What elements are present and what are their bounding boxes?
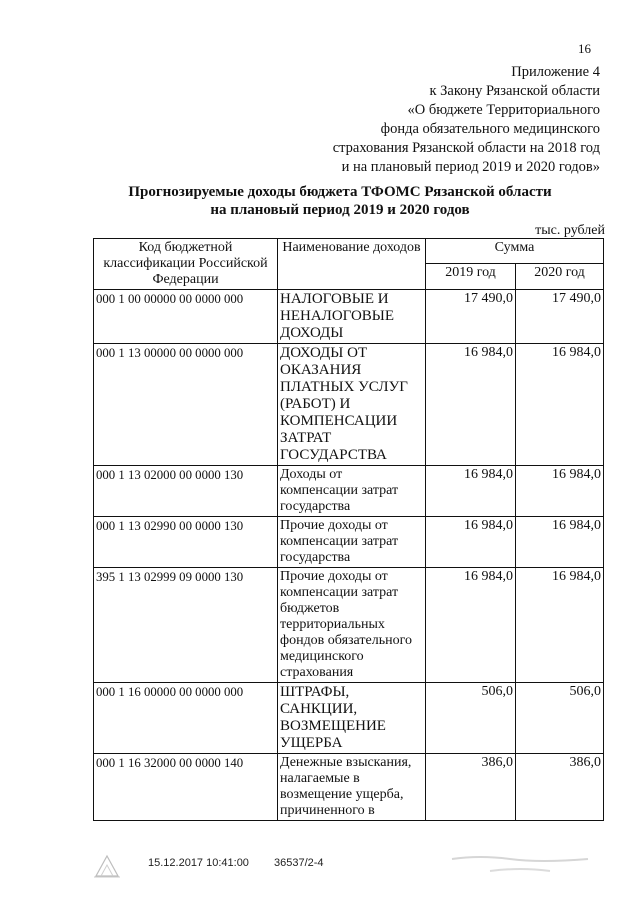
row-name: Прочие доходы от компенсации затрат бюджетов территориальных фондов обязательного медицинского страхования	[278, 568, 426, 683]
header-name: Наименование доходов	[278, 239, 426, 290]
row-name: ШТРАФЫ, САНКЦИИ, ВОЗМЕЩЕНИЕ УЩЕРБА	[278, 683, 426, 754]
header-year-2020: 2020 год	[516, 263, 604, 289]
appendix-line: фонда обязательного медицинского	[380, 121, 600, 137]
stamp-logo-icon	[90, 850, 124, 880]
appendix-line: Приложение 4	[511, 64, 600, 80]
header-sum: Сумма	[426, 239, 604, 264]
appendix-line: «О бюджете Территориального	[407, 102, 600, 118]
row-name: НАЛОГОВЫЕ И НЕНАЛОГОВЫЕ ДОХОДЫ	[278, 290, 426, 344]
row-value-2019: 17 490,0	[426, 290, 516, 344]
table-row	[94, 683, 604, 754]
row-value-2019: 16 984,0	[426, 568, 516, 683]
row-value-2019: 16 984,0	[426, 517, 516, 568]
table-row	[94, 754, 604, 821]
row-value-2020: 506,0	[516, 683, 604, 754]
units-label: тыс. рублей	[535, 223, 605, 238]
row-code: 000 1 16 00000 00 0000 000	[94, 683, 278, 754]
appendix-line: и на плановый период 2019 и 2020 годов»	[341, 159, 600, 175]
electronic-signature-watermark	[450, 853, 590, 881]
row-code: 395 1 13 02999 09 0000 130	[94, 568, 278, 683]
row-value-2019: 16 984,0	[426, 466, 516, 517]
row-name: Прочие доходы от компенсации затрат государства	[278, 517, 426, 568]
revenue-table	[93, 238, 604, 821]
footer-date: 15.12.2017 10:41:00	[148, 857, 249, 869]
page-number: 16	[578, 41, 591, 56]
table-row	[94, 517, 604, 568]
row-value-2020: 386,0	[516, 754, 604, 821]
appendix-reference	[333, 63, 600, 177]
row-code: 000 1 13 02000 00 0000 130	[94, 466, 278, 517]
appendix-line: страхования Рязанской области на 2018 год	[332, 140, 600, 156]
row-code: 000 1 00 00000 00 0000 000	[94, 290, 278, 344]
row-code: 000 1 13 00000 00 0000 000	[94, 344, 278, 466]
table-row	[94, 290, 604, 344]
row-value-2020: 16 984,0	[516, 344, 604, 466]
row-name: Доходы от компенсации затрат государства	[278, 466, 426, 517]
row-value-2020: 16 984,0	[516, 466, 604, 517]
row-value-2019: 506,0	[426, 683, 516, 754]
table-row	[94, 466, 604, 517]
row-value-2020: 17 490,0	[516, 290, 604, 344]
document-title	[90, 183, 590, 219]
header-code: Код бюджетной классификации Российской Федерации	[94, 239, 278, 290]
row-name: Денежные взыскания, налагаемые в возмещение ущерба, причиненного в	[278, 754, 426, 821]
row-value-2019: 386,0	[426, 754, 516, 821]
table-row	[94, 344, 604, 466]
table-row	[94, 568, 604, 683]
title-line-1: Прогнозируемые доходы бюджета ТФОМС Рязанской области	[128, 184, 552, 200]
title-line-2: на плановый период 2019 и 2020 годов	[210, 202, 470, 218]
row-value-2020: 16 984,0	[516, 568, 604, 683]
header-year-2019: 2019 год	[426, 263, 516, 289]
footer-doc-id: 36537/2-4	[274, 857, 324, 869]
appendix-line: к Закону Рязанской области	[429, 83, 600, 99]
row-code: 000 1 16 32000 00 0000 140	[94, 754, 278, 821]
row-code: 000 1 13 02990 00 0000 130	[94, 517, 278, 568]
row-name: ДОХОДЫ ОТ ОКАЗАНИЯ ПЛАТНЫХ УСЛУГ (РАБОТ) И КОМПЕНСАЦИИ ЗАТРАТ ГОСУДАРСТВА	[278, 344, 426, 466]
row-value-2019: 16 984,0	[426, 344, 516, 466]
footer	[148, 857, 346, 869]
row-value-2020: 16 984,0	[516, 517, 604, 568]
watermark-scribble-icon	[450, 853, 590, 877]
table-body	[94, 290, 604, 821]
